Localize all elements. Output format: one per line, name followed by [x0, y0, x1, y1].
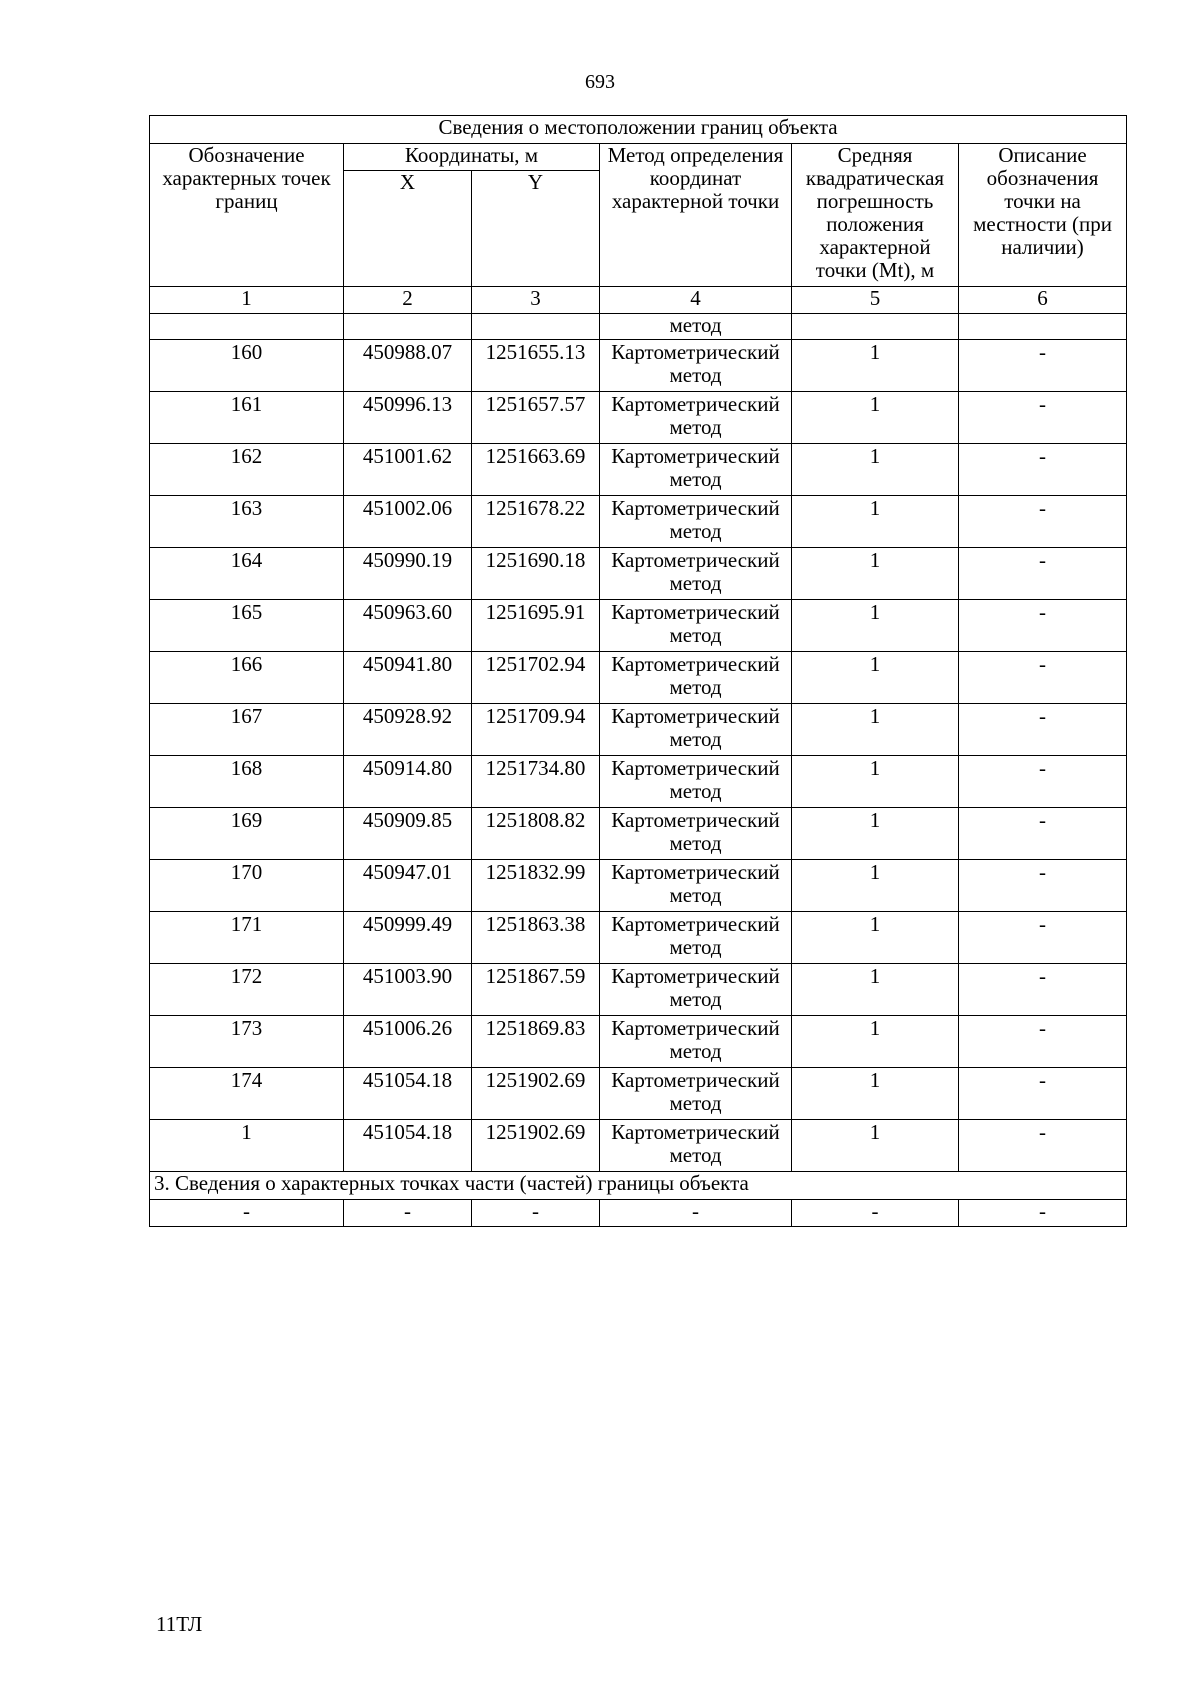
- method-text: метод: [669, 1143, 722, 1167]
- error-cell: 1: [792, 1016, 959, 1068]
- description-cell: -: [959, 444, 1127, 496]
- column-number: 2: [344, 287, 472, 314]
- y-coordinate-cell: 1251902.69: [472, 1120, 600, 1172]
- description-cell: -: [959, 860, 1127, 912]
- method-text: метод: [669, 831, 722, 855]
- table-row: [150, 964, 1127, 1016]
- header-method: Метод определения координат характерной точки: [600, 144, 792, 287]
- table-title: Сведения о местоположении границ объекта: [150, 116, 1127, 144]
- method-cell: [600, 1120, 792, 1172]
- header-description: Описание обозначения точки на местности (при наличии): [959, 144, 1127, 287]
- y-coordinate-cell: 1251869.83: [472, 1016, 600, 1068]
- description-cell: -: [959, 392, 1127, 444]
- table-row: [150, 1068, 1127, 1120]
- column-number: 3: [472, 287, 600, 314]
- method-cell: [600, 808, 792, 860]
- description-cell: -: [959, 912, 1127, 964]
- empty-value: -: [959, 1200, 1127, 1227]
- error-cell: 1: [792, 860, 959, 912]
- x-coordinate-cell: 450988.07: [344, 340, 472, 392]
- x-coordinate-cell: 450990.19: [344, 548, 472, 600]
- empty-value: -: [150, 1200, 344, 1227]
- continuation-row: [150, 314, 1127, 340]
- method-cell: [600, 964, 792, 1016]
- continuation-method: метод: [600, 314, 792, 340]
- point-id-cell: 169: [150, 808, 344, 860]
- header-coordinates: Координаты, м: [344, 144, 600, 171]
- method-text: Картометрический: [611, 756, 780, 780]
- section-3-empty-row: [150, 1200, 1127, 1227]
- error-cell: 1: [792, 756, 959, 808]
- y-coordinate-cell: 1251695.91: [472, 600, 600, 652]
- description-cell: -: [959, 340, 1127, 392]
- error-cell: 1: [792, 496, 959, 548]
- table-title-row: [150, 116, 1127, 144]
- x-coordinate-cell: 451003.90: [344, 964, 472, 1016]
- table-row: [150, 444, 1127, 496]
- description-cell: -: [959, 1120, 1127, 1172]
- column-number: 5: [792, 287, 959, 314]
- method-cell: [600, 548, 792, 600]
- point-id-cell: 167: [150, 704, 344, 756]
- method-cell: [600, 1016, 792, 1068]
- method-text: метод: [669, 935, 722, 959]
- footer-code: 11ТЛ: [156, 1612, 203, 1636]
- method-text: Картометрический: [611, 548, 780, 572]
- section-3-title-row: [150, 1172, 1127, 1200]
- method-cell: [600, 652, 792, 704]
- method-text: Картометрический: [611, 496, 780, 520]
- y-coordinate-cell: 1251678.22: [472, 496, 600, 548]
- table-row: [150, 392, 1127, 444]
- empty-value: -: [472, 1200, 600, 1227]
- method-text: метод: [669, 415, 722, 439]
- description-cell: -: [959, 652, 1127, 704]
- column-number: 4: [600, 287, 792, 314]
- method-cell: [600, 600, 792, 652]
- y-coordinate-cell: 1251902.69: [472, 1068, 600, 1120]
- method-text: метод: [669, 987, 722, 1011]
- description-cell: -: [959, 704, 1127, 756]
- empty-value: -: [600, 1200, 792, 1227]
- header-point: Обозначение характерных точек границ: [150, 144, 344, 287]
- point-id-cell: 163: [150, 496, 344, 548]
- description-cell: -: [959, 1016, 1127, 1068]
- table-row: [150, 912, 1127, 964]
- method-text: Картометрический: [611, 600, 780, 624]
- description-cell: -: [959, 964, 1127, 1016]
- y-coordinate-cell: 1251690.18: [472, 548, 600, 600]
- error-cell: 1: [792, 964, 959, 1016]
- header-y: Y: [472, 171, 600, 287]
- empty-cell: [959, 314, 1127, 340]
- table-row: [150, 756, 1127, 808]
- method-text: Картометрический: [611, 860, 780, 884]
- method-cell: [600, 756, 792, 808]
- y-coordinate-cell: 1251863.38: [472, 912, 600, 964]
- page-number: 693: [585, 71, 615, 93]
- method-text: метод: [669, 1039, 722, 1063]
- table-row: [150, 600, 1127, 652]
- description-cell: -: [959, 1068, 1127, 1120]
- table-row: [150, 496, 1127, 548]
- error-cell: 1: [792, 1120, 959, 1172]
- point-id-cell: 165: [150, 600, 344, 652]
- method-text: метод: [669, 779, 722, 803]
- method-text: метод: [669, 363, 722, 387]
- method-text: Картометрический: [611, 808, 780, 832]
- description-cell: -: [959, 600, 1127, 652]
- x-coordinate-cell: 450947.01: [344, 860, 472, 912]
- point-id-cell: 168: [150, 756, 344, 808]
- x-coordinate-cell: 450909.85: [344, 808, 472, 860]
- x-coordinate-cell: 450941.80: [344, 652, 472, 704]
- x-coordinate-cell: 450928.92: [344, 704, 472, 756]
- x-coordinate-cell: 450914.80: [344, 756, 472, 808]
- method-cell: [600, 392, 792, 444]
- header-error: Средняя квадратическая погрешность положения характерной точки (Mt), м: [792, 144, 959, 287]
- point-id-cell: 164: [150, 548, 344, 600]
- y-coordinate-cell: 1251702.94: [472, 652, 600, 704]
- y-coordinate-cell: 1251867.59: [472, 964, 600, 1016]
- error-cell: 1: [792, 704, 959, 756]
- method-cell: [600, 444, 792, 496]
- table-row: [150, 808, 1127, 860]
- x-coordinate-cell: 451054.18: [344, 1120, 472, 1172]
- method-text: метод: [669, 519, 722, 543]
- point-id-cell: 160: [150, 340, 344, 392]
- method-text: Картометрический: [611, 392, 780, 416]
- table-row: [150, 1120, 1127, 1172]
- y-coordinate-cell: 1251655.13: [472, 340, 600, 392]
- method-text: метод: [669, 1091, 722, 1115]
- method-cell: [600, 1068, 792, 1120]
- table-row: [150, 340, 1127, 392]
- header-row-1: [150, 144, 1127, 171]
- method-cell: [600, 912, 792, 964]
- error-cell: 1: [792, 808, 959, 860]
- error-cell: 1: [792, 600, 959, 652]
- empty-cell: [792, 314, 959, 340]
- y-coordinate-cell: 1251832.99: [472, 860, 600, 912]
- y-coordinate-cell: 1251808.82: [472, 808, 600, 860]
- y-coordinate-cell: 1251709.94: [472, 704, 600, 756]
- method-text: Картометрический: [611, 652, 780, 676]
- method-text: Картометрический: [611, 912, 780, 936]
- column-number-row: [150, 287, 1127, 314]
- error-cell: 1: [792, 652, 959, 704]
- point-id-cell: 161: [150, 392, 344, 444]
- error-cell: 1: [792, 444, 959, 496]
- method-cell: [600, 340, 792, 392]
- method-text: метод: [669, 883, 722, 907]
- x-coordinate-cell: 451002.06: [344, 496, 472, 548]
- method-text: Картометрический: [611, 964, 780, 988]
- method-text: Картометрический: [611, 340, 780, 364]
- column-number: 6: [959, 287, 1127, 314]
- description-cell: -: [959, 496, 1127, 548]
- point-id-cell: 172: [150, 964, 344, 1016]
- x-coordinate-cell: 451001.62: [344, 444, 472, 496]
- point-id-cell: 173: [150, 1016, 344, 1068]
- x-coordinate-cell: 450996.13: [344, 392, 472, 444]
- table-row: [150, 704, 1127, 756]
- header-x: X: [344, 171, 472, 287]
- point-id-cell: 162: [150, 444, 344, 496]
- point-id-cell: 174: [150, 1068, 344, 1120]
- description-cell: -: [959, 808, 1127, 860]
- table-row: [150, 548, 1127, 600]
- table-row: [150, 652, 1127, 704]
- method-cell: [600, 496, 792, 548]
- method-text: Картометрический: [611, 444, 780, 468]
- x-coordinate-cell: 450999.49: [344, 912, 472, 964]
- x-coordinate-cell: 450963.60: [344, 600, 472, 652]
- empty-value: -: [344, 1200, 472, 1227]
- method-text: Картометрический: [611, 1068, 780, 1092]
- column-number: 1: [150, 287, 344, 314]
- method-cell: [600, 704, 792, 756]
- empty-cell: [344, 314, 472, 340]
- y-coordinate-cell: 1251734.80: [472, 756, 600, 808]
- method-text: Картометрический: [611, 1016, 780, 1040]
- point-id-cell: 171: [150, 912, 344, 964]
- method-text: Картометрический: [611, 1120, 780, 1144]
- table-row: [150, 1016, 1127, 1068]
- method-text: метод: [669, 571, 722, 595]
- point-id-cell: 1: [150, 1120, 344, 1172]
- description-cell: -: [959, 548, 1127, 600]
- error-cell: 1: [792, 392, 959, 444]
- error-cell: 1: [792, 548, 959, 600]
- error-cell: 1: [792, 340, 959, 392]
- boundary-coordinates-table: [149, 115, 1127, 1227]
- method-text: метод: [669, 727, 722, 751]
- method-text: метод: [669, 623, 722, 647]
- method-cell: [600, 860, 792, 912]
- x-coordinate-cell: 451054.18: [344, 1068, 472, 1120]
- description-cell: -: [959, 756, 1127, 808]
- x-coordinate-cell: 451006.26: [344, 1016, 472, 1068]
- empty-value: -: [792, 1200, 959, 1227]
- method-text: Картометрический: [611, 704, 780, 728]
- empty-cell: [472, 314, 600, 340]
- point-id-cell: 170: [150, 860, 344, 912]
- point-id-cell: 166: [150, 652, 344, 704]
- method-text: метод: [669, 467, 722, 491]
- empty-cell: [150, 314, 344, 340]
- section-3-title: 3. Сведения о характерных точках части (частей) границы объекта: [150, 1172, 1127, 1200]
- y-coordinate-cell: 1251663.69: [472, 444, 600, 496]
- error-cell: 1: [792, 1068, 959, 1120]
- table-row: [150, 860, 1127, 912]
- y-coordinate-cell: 1251657.57: [472, 392, 600, 444]
- method-text: метод: [669, 675, 722, 699]
- error-cell: 1: [792, 912, 959, 964]
